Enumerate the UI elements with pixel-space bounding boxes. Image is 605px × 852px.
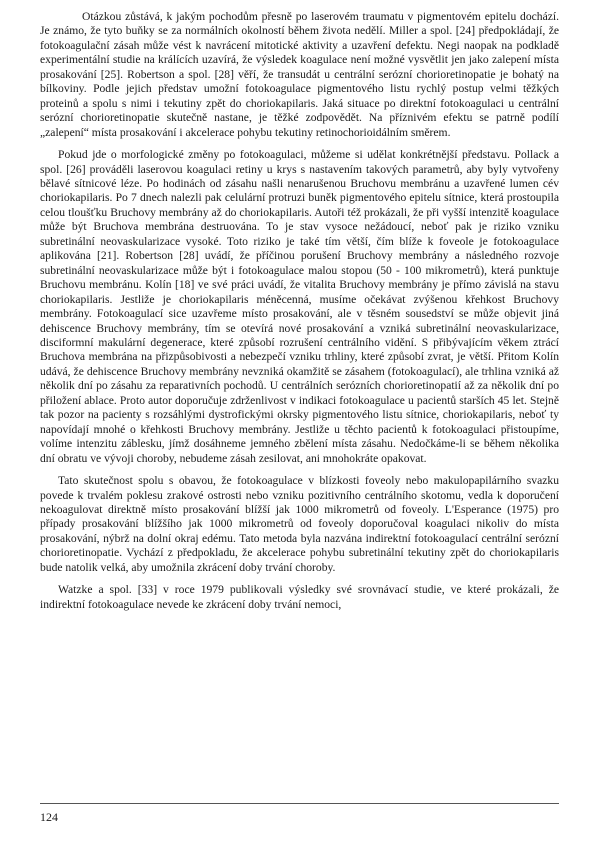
paragraph: Pokud jde o morfologické změny po fotokoagulaci, můžeme si udělat konkrétnější představu. Pollack a spol. [26] prováděli laserovou koagulaci retiny u krys s nastavením takových parametrů, aby byly vytvořeny bělavé sítnicové léze. Po hodinách od zásahu našli nenarušenou Bruchovu membránu a uzavřené lumen cév choriokapilaris. Po 7 dnech nalezli pak celulární protruzi buněk pigmentového epitelu sítnice, která prostoupila celou tloušťku Bruchovy membrány až do choriokapilaris. Autoři též prokázali, že při vyšší intenzitě koagulace může být Bruchova membrána destruována. To je stav vysoce nežádoucí, neboť pak je riziko vzniku subretinální neovaskularizace vysoké. Toto riziko je také tím větší, čím blíže k foveole je fotokoagulace aplikována [21]. Robertson [28] uvádí, že příčinou porušení Bruchovy membrány a následného rozvoje subretinální neovaskularizace může být i fotokoagulace malou stopou (50 - 100 mikrometrů), která punktuje Bruchovu membránu. Kolín [18] ve své práci uvádí, že vitalita Bruchovy membrány je přímo závislá na stavu choriokapilaris. Jestliže je choriokapilaris méněcenná, musíme očekávat zvýšenou křehkost Bruchovy membrány. Fotokoagulací sice uzavřeme místo prosakování, ale v těsném sousedství se může objevit jiná dehiscence Bruchovy membrány, tím se otevírá nové prosakování a vzniká subretinální neovaskularizace, disciformní makulární degenerace, které způsobí rozrušení centrálního vidění. S přibývajícím věkem ztrácí Bruchova membrána na přizpůsobivosti a nebezpečí vzniku trhliny, které způsobí zvrat, je větší. Přitom Kolín udává, že dehiscence Bruchovy membrány nevzniká okamžitě se zásahem (fotokoagulací), ale trhlina vzniká až několik dní po zásahu za reparativních pochodů. U centrálních serózních chorioretinopatií až za několik dní po přiložení ablace. Proto autor doporučuje zdrženlivost v indikaci fotokoagulace u pacientů starších 45 let. Stejně tak pozor na pacienty s rozsáhlými dystrofickými okrsky pigmentového listu sítnice, choriokapilaris, neboť ty napovídají mnohé o křehkosti Bruchovy membrány. Jestliže u těchto pacientů k fotokoagulaci přistoupíme, volíme intenzitu záblesku, jímž dosáhneme jemného zbělení místa zásahu. Nedočkáme-li se během několika dní obratu ve vývoji choroby, nebudeme zásah zesilovat, ani mnohokráte opakovat. bbox=[40, 148, 559, 465]
paragraph: Tato skutečnost spolu s obavou, že fotokoagulace v blízkosti foveoly nebo makulopapilárního svazku povede k trvalém poklesu zrakové ostrosti nebo vzniku pozitivního centrálního skotomu, vedla k doporučení nekoagulovat direktně místo prosakování blížší jak 1000 mikrometrů od foveoly. L'Esperance (1975) pro případy prosakování blížšího jak 1000 mikrometrů od foveoly doporučoval koagulaci nikoliv do místa prosakování, nýbrž na dolní okraj edému. Tato metoda byla nazvána indirektní fotokoagulací centrální serózní chorioretinopatie. Vychází z předpokladu, že akcelerace pohybu subretinální tekutiny zpět do choriokapilaris bude natolik velká, aby umožnila zkrácení doby trvání choroby. bbox=[40, 474, 559, 574]
paragraph: Otázkou zůstává, k jakým pochodům přesně po laserovém traumatu v pigmentovém epitelu dochází. Je známo, že tyto buňky se za normálních okolností během života nedělí. Miller a spol. [24] předpokládají, že fotokoagulační zásah může vést k navrácení mitotické aktivity a uzavření defektu. Negi naopak na podkladě experimentální studie na králících uzavírá, že výsledek koagulace není možné vysvětlit jen jako zalepení místa prosakování [25]. Robertson a spol. [28] věří, že transudát u centrální serózní chorioretinopatie je bohatý na bílkoviny. Podle jejich představ umožní fotokoagulace pigmentového listu rychlý postup velmi těžkých proteinů a spolu s nimi i tekutiny zpět do choriokapilaris. Jaká situace po direktní fotokoagulaci u centrální serózní chorioretinopatie skutečně nastane, je těžké zodpovědět. Na příznivém efektu se patrně podílí „zalepení“ místa prosakování i akcelerace pohybu tekutiny retinochorioidálním směrem. bbox=[40, 10, 559, 139]
paragraph: Watzke a spol. [33] v roce 1979 publikovali výsledky své srovnávací studie, ve které prokázali, že indirektní fotokoagulace nevede ke zkrácení doby trvání nemoci, bbox=[40, 583, 559, 611]
body-text bbox=[40, 10, 559, 620]
footer-divider bbox=[40, 803, 559, 804]
page-number: 124 bbox=[40, 810, 58, 824]
